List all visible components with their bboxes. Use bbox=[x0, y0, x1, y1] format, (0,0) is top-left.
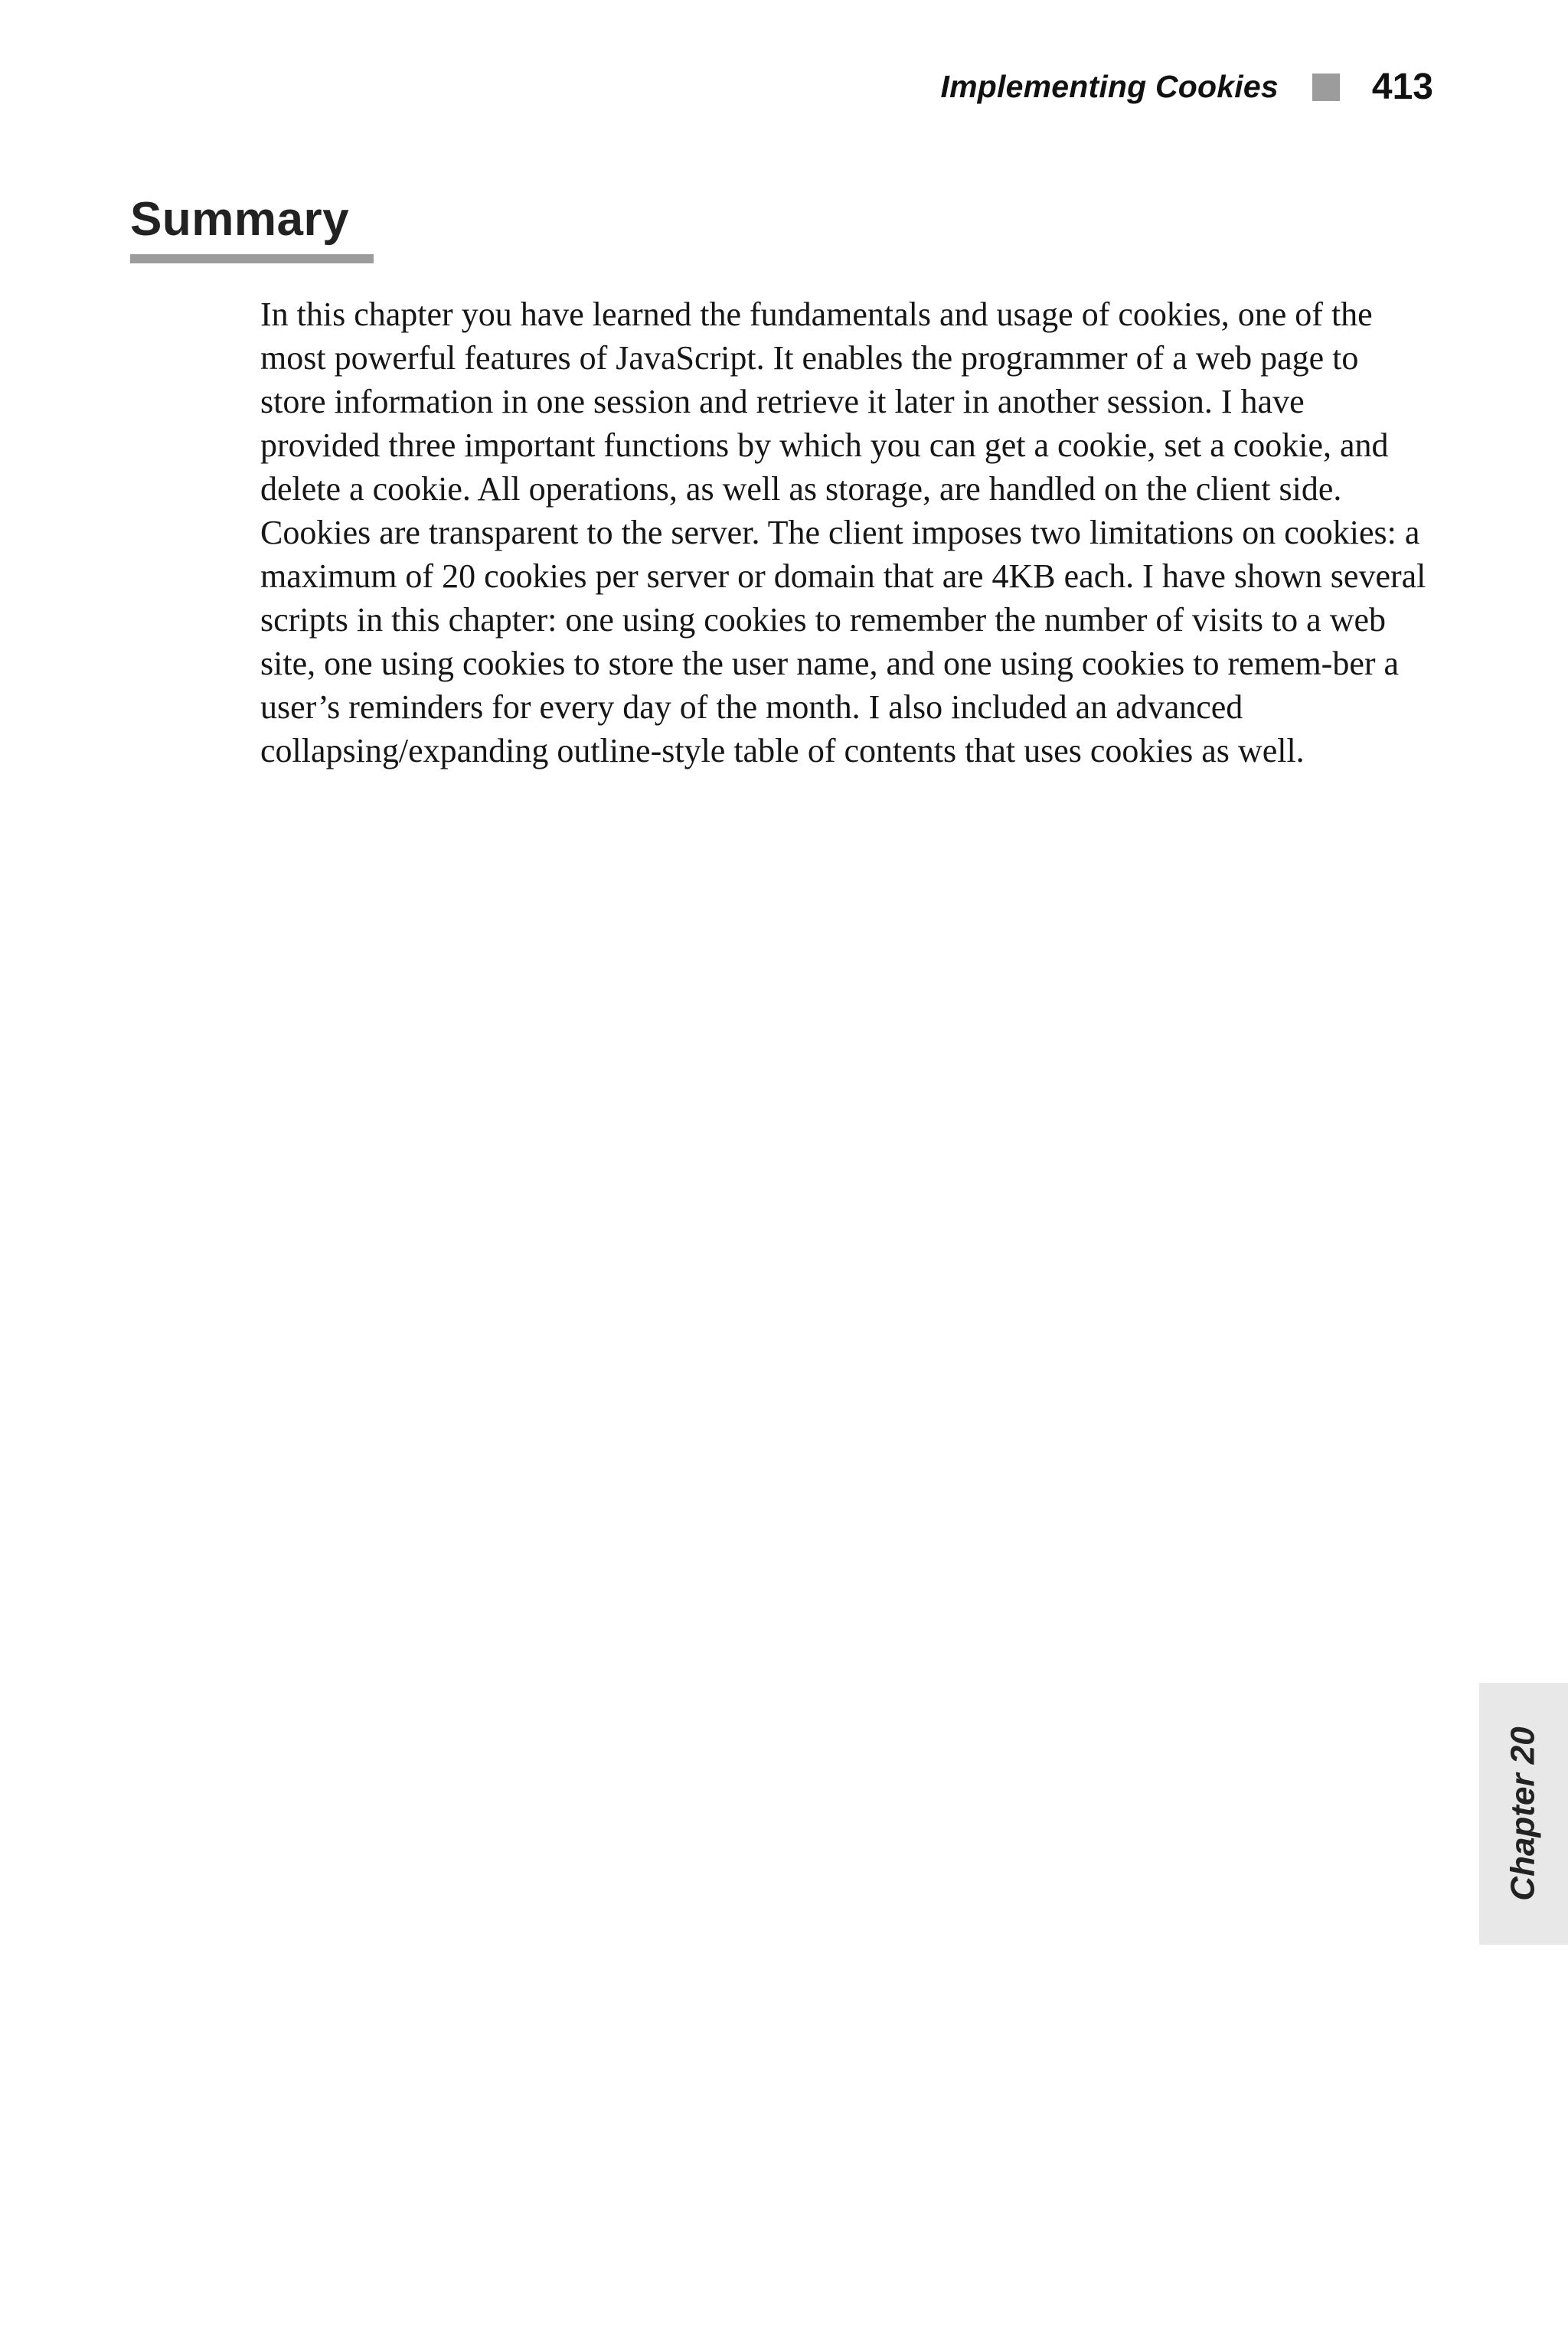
page-number: 413 bbox=[1371, 67, 1433, 107]
running-header bbox=[940, 66, 1433, 108]
chapter-thumb-tab bbox=[1479, 1683, 1568, 1945]
running-title: Implementing Cookies bbox=[940, 69, 1279, 104]
section-heading-block bbox=[130, 193, 374, 263]
summary-paragraph: In this chapter you have learned the fundamentals and usage of cookies, one of the most powerful features of JavaScript. It enables the programmer of a web page to store information in one session and retrieve it later in another session. I have provided three important functions by which you can get a cookie, set a cookie, and delete a cookie. All operations, as well as storage, are handled on the client side. Cookies are transparent to the server. The client imposes two limitations on cookies: a maximum of 20 cookies per server or domain that are 4KB each. I have shown several scripts in this chapter: one using cookies to remember the number of visits to a web site, one using cookies to store the user name, and one using cookies to remem-ber a user’s reminders for every day of the month. I also included an advanced collapsing/expanding outline-style table of contents that uses cookies as well. bbox=[260, 296, 1426, 769]
section-heading-rule bbox=[130, 254, 374, 263]
section-heading: Summary bbox=[130, 193, 350, 246]
header-square-marker bbox=[1312, 74, 1340, 101]
chapter-thumb-tab-label: Chapter 20 bbox=[1504, 1726, 1543, 1901]
